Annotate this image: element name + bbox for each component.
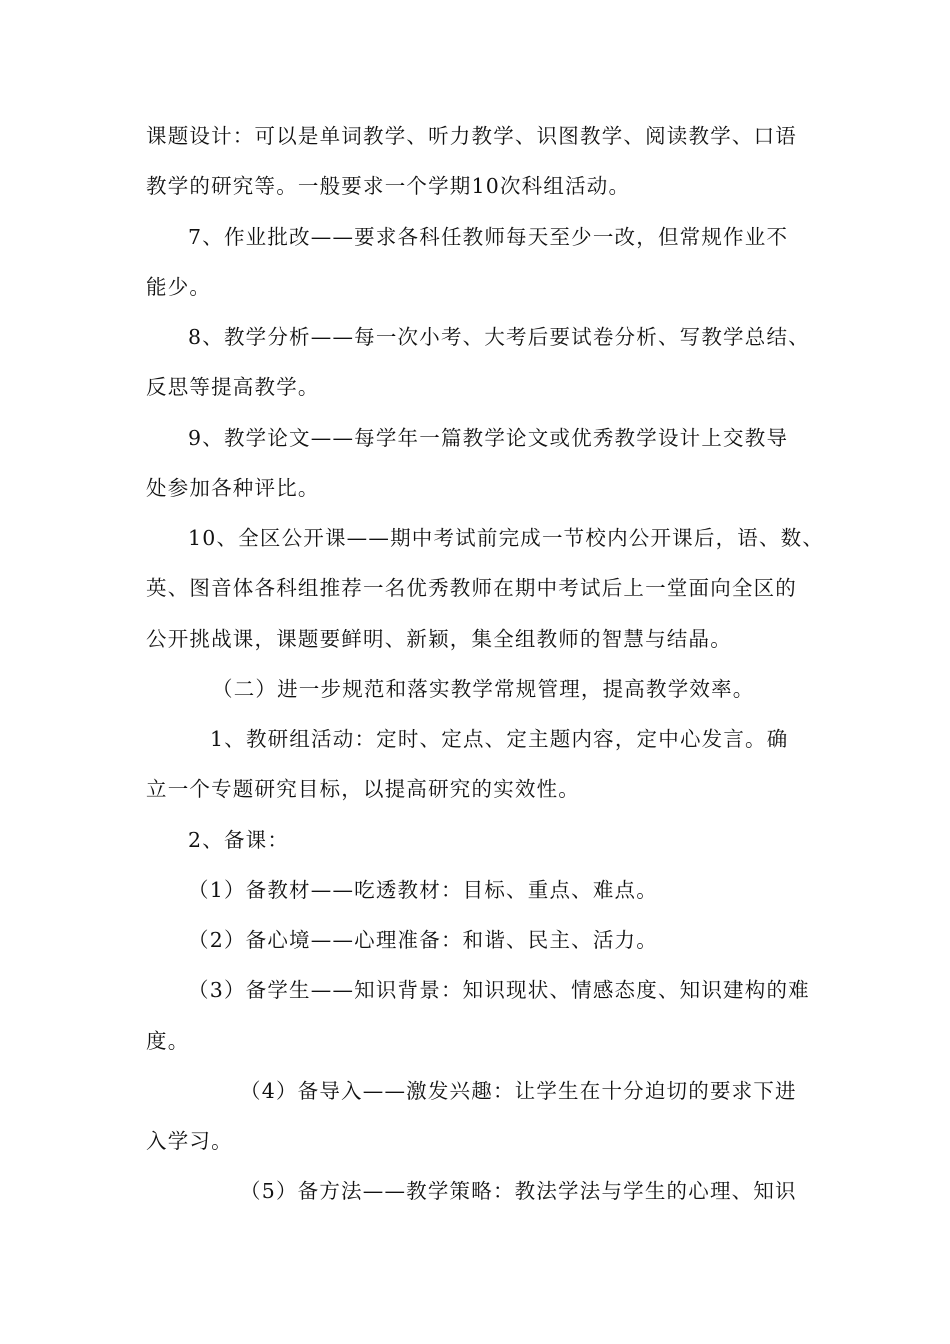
text-line: 课题设计：可以是单词教学、听力教学、识图教学、阅读教学、口语 [146, 124, 797, 148]
text-line: （1）备教材——吃透教材：目标、重点、难点。 [188, 878, 658, 902]
text-line: （5）备方法——教学策略：教法学法与学生的心理、知识 [240, 1179, 797, 1203]
text-line: 9、教学论文——每学年一篇教学论文或优秀教学设计上交教导 [188, 426, 789, 450]
text-line: 能少。 [146, 275, 212, 299]
text-line: 10、全区公开课——期中考试前完成一节校内公开课后，语、数、 [188, 526, 825, 550]
text-line: （2）备心境——心理准备：和谐、民主、活力。 [188, 928, 658, 952]
text-line: 立一个专题研究目标，以提高研究的实效性。 [146, 777, 580, 801]
text-line: 2、备课： [188, 828, 290, 852]
text-line: 8、教学分析——每一次小考、大考后要试卷分析、写教学总结、 [188, 325, 810, 349]
text-line: （3）备学生——知识背景：知识现状、情感态度、知识建构的难 [188, 978, 810, 1002]
text-line: 公开挑战课，课题要鲜明、新颖，集全组教师的智慧与结晶。 [146, 627, 732, 651]
text-line: 处参加各种评比。 [146, 476, 320, 500]
text-line: （4）备导入——激发兴趣：让学生在十分迫切的要求下进 [240, 1079, 797, 1103]
text-line: 度。 [146, 1029, 190, 1053]
text-line: 入学习。 [146, 1129, 233, 1153]
text-line: 教学的研究等。一般要求一个学期10次科组活动。 [146, 174, 631, 198]
text-line: 反思等提高教学。 [146, 375, 320, 399]
section-heading: （二）进一步规范和落实教学常规管理，提高教学效率。 [212, 677, 755, 701]
text-line: 英、图音体各科组推荐一名优秀教师在期中考试后上一堂面向全区的 [146, 576, 797, 600]
text-line: 7、作业批改——要求各科任教师每天至少一改，但常规作业不 [188, 225, 789, 249]
text-line: 1、教研组活动：定时、定点、定主题内容，定中心发言。确 [210, 727, 789, 751]
